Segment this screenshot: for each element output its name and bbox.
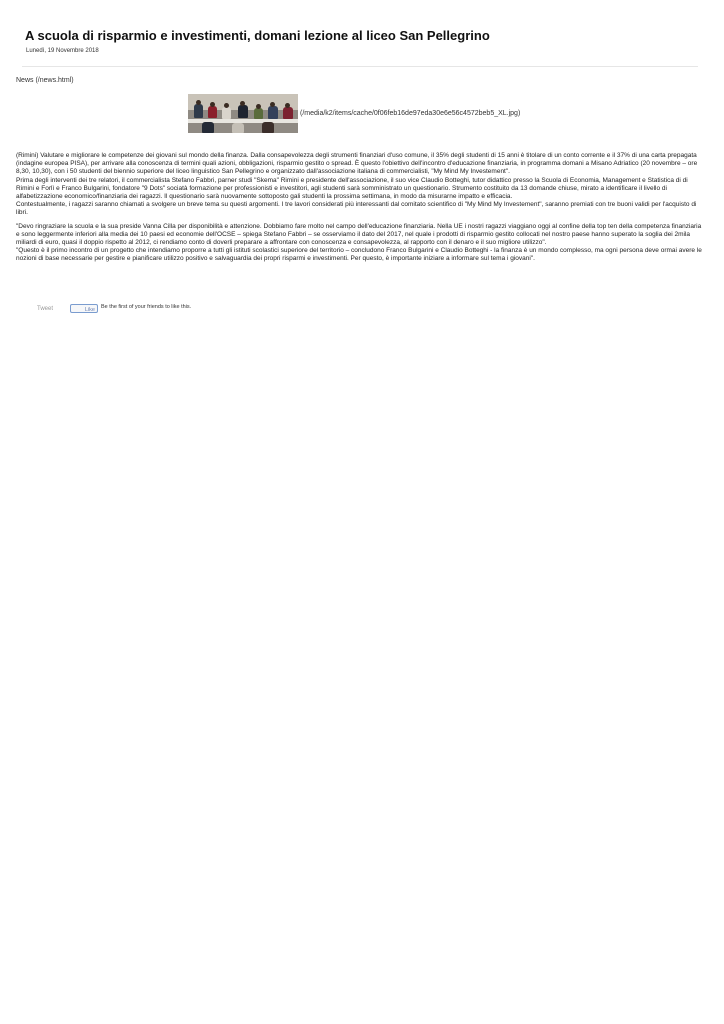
photo-person — [283, 107, 293, 119]
category-link[interactable]: News (/news.html) — [16, 77, 74, 84]
photo-head — [270, 102, 275, 107]
photo-person — [222, 107, 231, 119]
article-paragraph: Contestualmente, i ragazzi saranno chiamati a svolgere un breve tema su questi argomenti. I tre lavori considerati più interessanti dal comitato scientifico di "My Mind My Investement", saranno premiati con tre buoni validi per l'acquisto di libri. — [16, 201, 697, 217]
article-date: Lunedì, 19 Novembre 2018 — [26, 48, 99, 54]
article-paragraph: (Rimini) Valutare e migliorare le competenze dei giovani sul mondo della finanza. Dalla consapevolezza degli strumenti finanziari d'uso comune, il 35% degli studenti di 15 anni è titolare di un conto corrente e il 37% di una carta prepagata (indagine europea PISA), per arrivare alla conoscenza di termini quali azioni, obbligazioni, risparmio gestito o spread. È questo l'obiettivo dell'incontro d'educazione finanziaria, in programma domani a Misano Adriatico (20 novembre – ore 8,30, 10,30), con i 50 studenti del biennio superiore del liceo linguistico San Pellegrino e organizzato dall'associazione italiana di commercialisti, "My Mind My Investement". — [16, 152, 698, 176]
photo-person — [202, 122, 214, 133]
photo-head — [240, 101, 245, 106]
article-paragraph: Prima degli interventi dei tre relatori, il commercialista Stefano Fabbri, parner studi "Skema" Rimini e presidente dell'associazione, il suo vice Claudio Botteghi, tutor didattico presso la Scuola di Economia, Management e Statistica di di Rimini e Forlì e Franco Bulgarini, fondatore "9 Dots" sociatà formazione per professionisti e investitori, agli studenti sarà somministrato un questionario. Strumento costituito da 13 domande chiuse, mirato a identificare il livello di alfabetizzazione economico/finanziaria dei ragazzi. Il questionario sarà nuovamente sottoposto gali studenti la prossima settimana, in modo da misurarne impatto e efficacia. — [16, 176, 688, 201]
photo-person — [268, 106, 278, 119]
image-link[interactable]: (/media/k2/items/cache/0f06feb16de97eda30e6e56c4572beb5_XL.jpg) — [300, 110, 521, 117]
like-caption: Be the first of your friends to like this. — [101, 304, 192, 310]
article-title: A scuola di risparmio e investimenti, domani lezione al liceo San Pellegrino — [25, 28, 490, 43]
photo-person — [254, 108, 263, 119]
photo-head — [224, 103, 229, 108]
like-button[interactable]: Like — [70, 304, 98, 313]
photo-person — [208, 106, 217, 118]
article-body — [16, 152, 702, 269]
photo-head — [210, 102, 215, 107]
photo-person — [194, 104, 203, 118]
photo-person — [262, 122, 274, 133]
photo-head — [196, 100, 201, 105]
article-paragraph: "Questo è il primo incontro di un progetto che intendiamo proporre a tutti gli istituti scolastici superiore del territorio – concludono Franco Bulgarini e Claudio Botteghi - la finanza è un mondo complesso, ma ogni persona deve ormai avere le nozioni di base necessarie per gestire e pianificare utilizzo positivo e salvaguardia dei propri risparmi e investimenti. Per questo, è importante iniziare a informare sul tema i giovani". — [16, 247, 702, 263]
photo-head — [285, 103, 290, 108]
photo-person — [232, 123, 244, 133]
photo-person — [238, 105, 248, 118]
header-divider — [22, 66, 698, 67]
photo-head — [256, 104, 261, 109]
tweet-button[interactable]: Tweet — [37, 306, 54, 312]
article-paragraph: "Devo ringraziare la scuola e la sua preside Vanna Cilla per disponibilità e attenzione. Dobbiamo fare molto nel campo dell'educazione finanziaria. Nella UE i nostri ragazzi viaggiano oggi al confine della top ten della competenza finanziaria e sono leggermente inferiori alla media dei 10 paesi ed economie dell'OCSE – spiega Stefano Fabbri – se osserviamo il dato del 2017, nel quale i prodotti di risparmio gestito collocati nel nostro paese hanno superato la soglia dei 2mila miliardi di euro, quasi il doppio rispetto al 2012, ci rendiamo conto di doverli preparare a affrontare con conoscenza e consapevolezza, al rapporto con il denaro e il suo migliore utilizzo". — [16, 222, 702, 247]
article-photo[interactable] — [188, 94, 298, 133]
